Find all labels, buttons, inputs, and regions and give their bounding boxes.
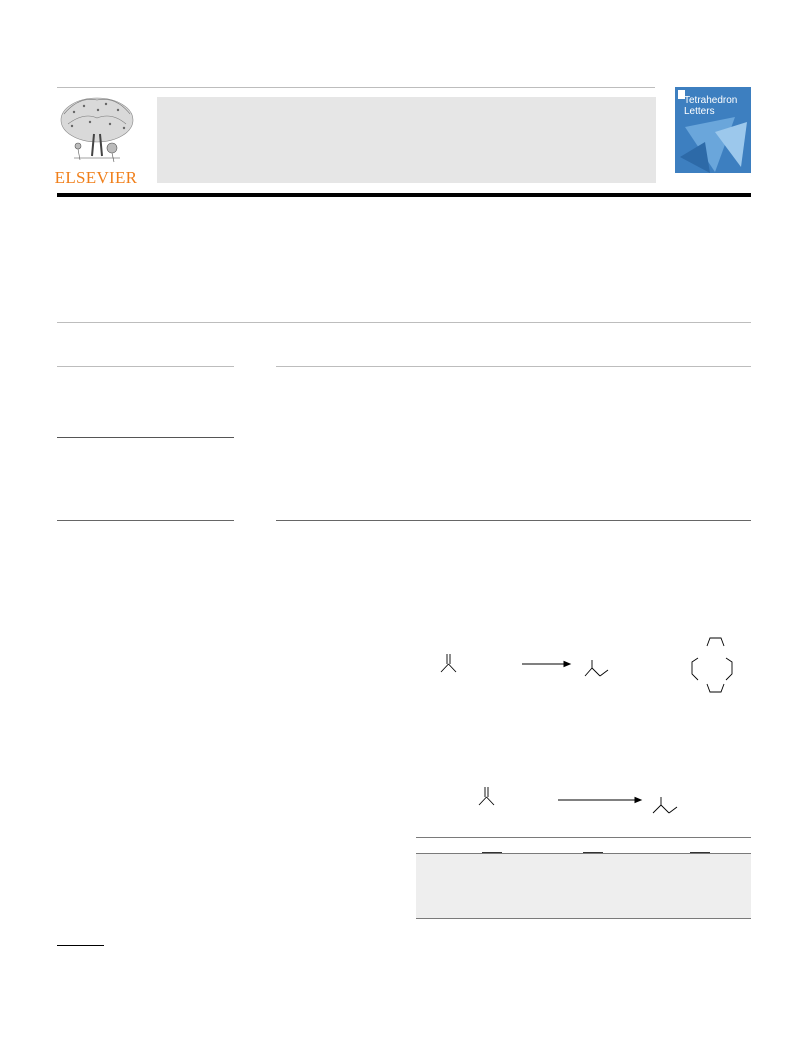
substrate-structure <box>479 787 494 805</box>
title-block-rule <box>57 322 751 323</box>
elsevier-wordmark: ELSEVIER <box>54 168 138 187</box>
journal-cover[interactable] <box>675 87 751 183</box>
header-thick-rule <box>57 193 751 197</box>
journal-banner <box>157 97 656 183</box>
macrocycle-structure <box>692 638 732 692</box>
table-body <box>416 853 751 918</box>
cover-footer <box>675 173 751 183</box>
abstract-top-rule <box>276 366 751 367</box>
reaction-arrow-icon <box>558 798 641 803</box>
reaction-arrow-icon <box>522 662 570 667</box>
ketone-structure <box>441 654 456 672</box>
cover-title: Tetrahedron Letters <box>684 95 738 117</box>
table-top-rule <box>416 837 751 838</box>
product-structure <box>653 797 677 813</box>
article-info-bottom-rule <box>57 520 234 521</box>
table-header-rule <box>416 853 751 854</box>
keywords-rule <box>57 437 234 438</box>
abstract-bottom-rule <box>276 520 751 521</box>
header-top-rule <box>57 87 655 88</box>
table-bottom-rule <box>416 918 751 919</box>
scheme-2 <box>470 785 690 825</box>
product-structure <box>585 660 608 676</box>
article-info-top-rule <box>57 366 234 367</box>
footnote-rule <box>57 945 104 946</box>
tree-icon <box>54 94 140 166</box>
scheme-1 <box>430 630 750 700</box>
